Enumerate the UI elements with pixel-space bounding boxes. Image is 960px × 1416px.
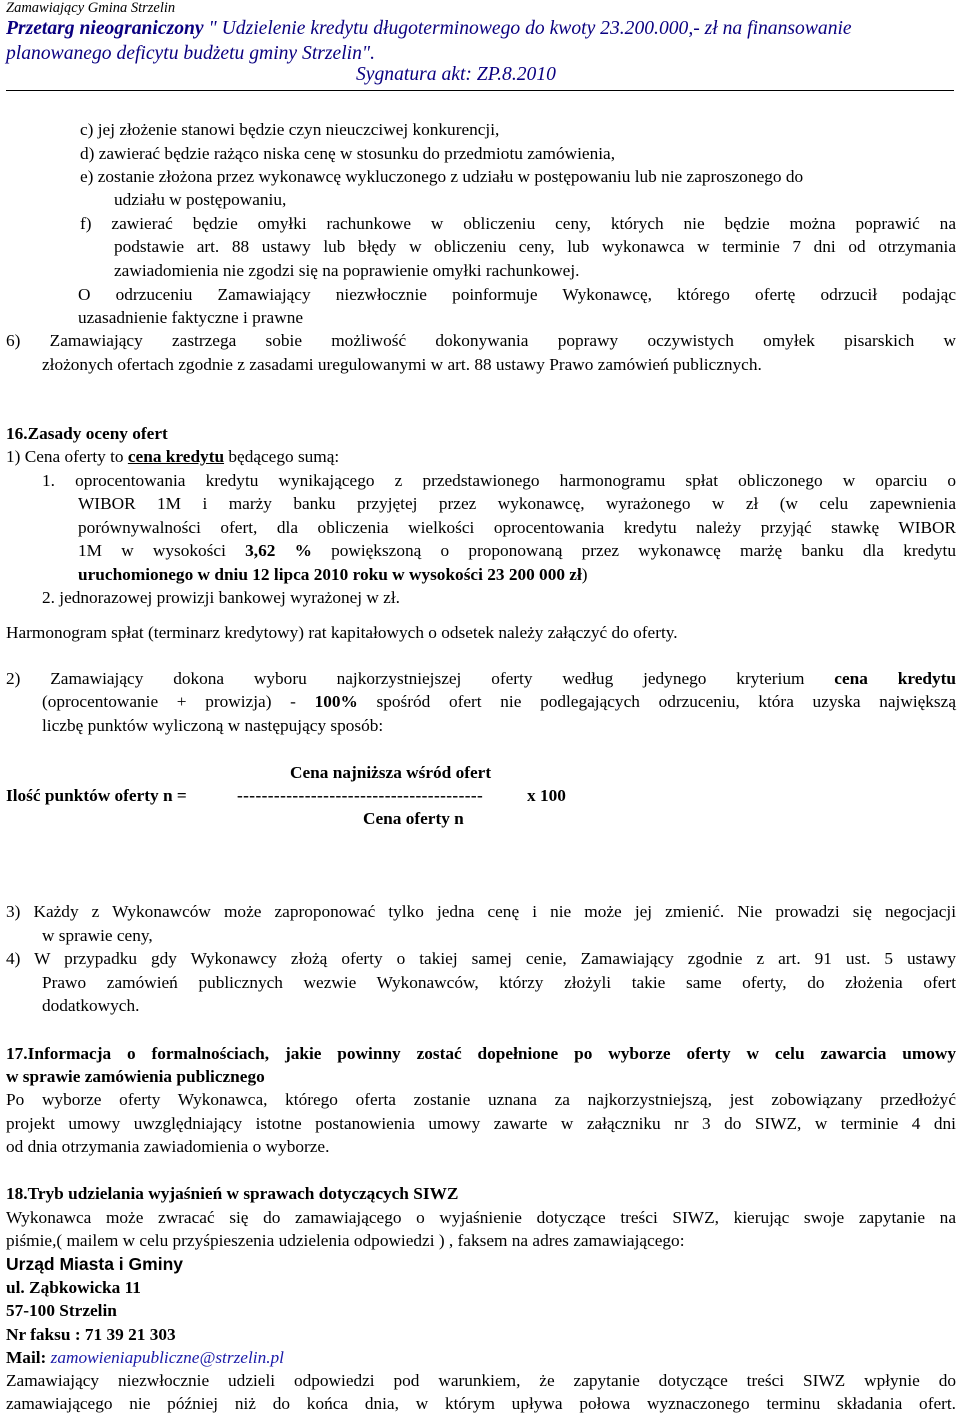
- formula-lhs: Ilość punktów oferty n =: [6, 786, 187, 805]
- header-title-text: Udzielenie kredytu długoterminowego do kwoty 23.200.000,- zł na finansowanie planowanego deficytu budżetu gminy Strzelin".: [6, 18, 852, 64]
- item1-line1: 1. oprocentowania kredytu wynikającego z przedstawionego harmonogramu spłat obliczonego w oparciu o: [42, 471, 956, 490]
- formula-multiplier: x 100: [527, 786, 566, 805]
- fax-number: Nr faksu : 71 39 21 303: [6, 1325, 176, 1344]
- item1-line5-c: ): [581, 565, 588, 584]
- mail-link[interactable]: zamowieniapubliczne@strzelin.pl: [50, 1348, 284, 1367]
- header-title-quotes: ": [203, 18, 222, 39]
- list-item-e-line1: e) zostanie złożona przez wykonawcę wykluczonego z udziału w postępowaniu lub nie zaproszonego do: [80, 167, 804, 186]
- section16-intro-a: 1) Cena oferty to: [6, 447, 128, 466]
- point2-line2-a: (oprocentowanie + prowizja) -: [42, 692, 315, 711]
- schedule-note: Harmonogram spłat (terminarz kredytowy) rat kapitałowych o odsetek należy załączyć do oferty.: [6, 623, 678, 642]
- mail-line: [6, 1347, 284, 1369]
- header-organization: Zamawiający Gmina Strzelin: [6, 0, 176, 16]
- address-office: Urząd Miasta i Gminy: [6, 1254, 183, 1274]
- section18-line3: Zamawiający niezwłocznie udzieli odpowiedzi pod warunkiem, że zapytanie dotyczące treści SIWZ wpłynie do: [6, 1371, 956, 1390]
- item1-line3: porównywalności ofert, dla obliczenia wielkości oprocentowania kredytu należy przyjąć stawkę WIBOR: [78, 518, 956, 537]
- section18-line4: zamawiającego nie później niż do końca dnia, w którym upływa połowa wyznaczonego terminu składania ofert.: [6, 1394, 956, 1413]
- item2: 2. jednorazowej prowizji bankowej wyrażonej w zł.: [42, 588, 400, 607]
- point2-line2-percent: 100%: [314, 692, 358, 711]
- list-item-f-line1: f) zawierać będzie omyłki rachunkowe w obliczeniu ceny, których nie będzie można poprawić na: [80, 214, 956, 233]
- section17-line3: od dnia otrzymania zawiadomienia o wyborze.: [6, 1137, 330, 1156]
- formula-fraction-bar: ----------------------------------------: [237, 786, 484, 805]
- item1-line4-rate: 3,62 %: [245, 541, 312, 560]
- address-city: 57-100 Strzelin: [6, 1301, 117, 1320]
- rejection-line2: uzasadnienie faktyczne i prawne: [78, 308, 304, 327]
- point2-line1-a: 2) Zamawiający dokona wyboru najkorzystniejszej oferty według jedynego kryterium: [6, 669, 835, 688]
- section16-intro: [6, 446, 339, 468]
- point4-line2: Prawo zamówień publicznych wezwie Wykonawców, którzy złożyli takie same oferty, do złożenia ofert: [42, 973, 956, 992]
- item1-line2: WIBOR 1M i marży banku przyjętej przez wykonawcę, wyrażonego w zł (w celu zapewnienia: [78, 494, 956, 513]
- section18-line2: piśmie,( mailem w celu przyśpieszenia udzielenia odpowiedzi ) , faksem na adres zamawiającego:: [6, 1231, 685, 1250]
- item1-line5: [78, 564, 588, 586]
- point3-line2: w sprawie ceny,: [42, 926, 153, 945]
- item1-line4-a: 1M w wysokości: [78, 541, 246, 560]
- header-title: [6, 16, 946, 66]
- item1-line4-c: powiększoną o proponowaną przez wykonawcę marżę banku dla kredytu: [311, 541, 957, 560]
- list-item-f-line3: zawiadomienia nie zgodzi się na poprawienie omyłki rachunkowej.: [114, 261, 580, 280]
- section16-intro-b: będącego sumą:: [224, 447, 340, 466]
- list-item-d: d) zawierać będzie rażąco niska cenę w stosunku do przedmiotu zamówienia,: [80, 144, 616, 163]
- item1-line4: [78, 540, 956, 562]
- section16-intro-underlined: cena kredytu: [127, 447, 225, 466]
- point6-line1: 6) Zamawiający zastrzega sobie możliwość dokonywania poprawy oczywistych omyłek pisarskich w: [6, 331, 956, 350]
- section17-line2: projekt umowy uwzględniający istotne postanowienia umowy zawarte w załączniku nr 3 do SIWZ, w terminie 4 dni: [6, 1114, 956, 1133]
- point2-line2-c: spośród ofert nie podlegających odrzuceniu, która uzyska największą: [357, 692, 956, 711]
- section17-line1: Po wyborze oferty Wykonawca, którego oferta zostanie uznana za najkorzystniejszą, jest zobowiązany przedłożyć: [6, 1090, 956, 1109]
- point3-line1: 3) Każdy z Wykonawców może zaproponować tylko jedna cenę i nie może jej zmienić. Nie prowadzi się negocjacji: [6, 902, 956, 921]
- formula-denominator: Cena oferty n: [363, 809, 464, 828]
- section16-heading: 16.Zasady oceny ofert: [6, 424, 168, 443]
- formula-numerator: Cena najniższa wśród ofert: [290, 763, 492, 782]
- point4-line3: dodatkowych.: [42, 996, 140, 1015]
- section18-heading: 18.Tryb udzielania wyjaśnień w sprawach dotyczących SIWZ: [6, 1184, 459, 1203]
- header-signature: Sygnatura akt: ZP.8.2010: [356, 64, 556, 85]
- header-title-prefix: Przetarg nieograniczony: [6, 18, 204, 39]
- point2-line1-criterion: cena kredytu: [834, 669, 956, 688]
- section18-line1: Wykonawca może zwracać się do zamawiającego o wyjaśnienie dotyczące treści SIWZ, kierując swoje zapytanie na: [6, 1208, 956, 1227]
- list-item-f-line2: podstawie art. 88 ustawy lub błędy w obliczeniu ceny, lub wykonawca w terminie 7 dni od otrzymania: [114, 237, 956, 256]
- point4-line1: 4) W przypadku gdy Wykonawcy złożą oferty o takiej samej cenie, Zamawiający zgodnie z art. 91 ust. 5 ustawy: [6, 949, 956, 968]
- point2-line2: [42, 691, 956, 713]
- mail-label: Mail:: [6, 1348, 51, 1367]
- point6-line2: złożonych ofertach zgodnie z zasadami uregulowanymi w art. 88 ustawy Prawo zamówień publicznych.: [42, 355, 762, 374]
- section17-heading-line2: w sprawie zamówienia publicznego: [6, 1067, 265, 1086]
- list-item-c: c) jej złożenie stanowi będzie czyn nieuczciwej konkurencji,: [80, 120, 500, 139]
- header-divider: [6, 90, 954, 91]
- rejection-line1: O odrzuceniu Zamawiający niezwłocznie poinformuje Wykonawcę, którego ofertę odrzucił podając: [78, 285, 956, 304]
- list-item-e-line2: udziału w postępowaniu,: [114, 190, 287, 209]
- address-street: ul. Ząbkowicka 11: [6, 1278, 141, 1297]
- item1-line5-bold: uruchomionego w dniu 12 lipca 2010 roku w wysokości 23 200 000 zł: [78, 565, 582, 584]
- point2-line1: [6, 668, 956, 690]
- point2-line3: liczbę punktów wyliczoną w następujący sposób:: [42, 716, 384, 735]
- section17-heading-line1: 17.Informacja o formalnościach, jakie powinny zostać dopełnione po wyborze oferty w celu zawarcia umowy: [6, 1044, 956, 1063]
